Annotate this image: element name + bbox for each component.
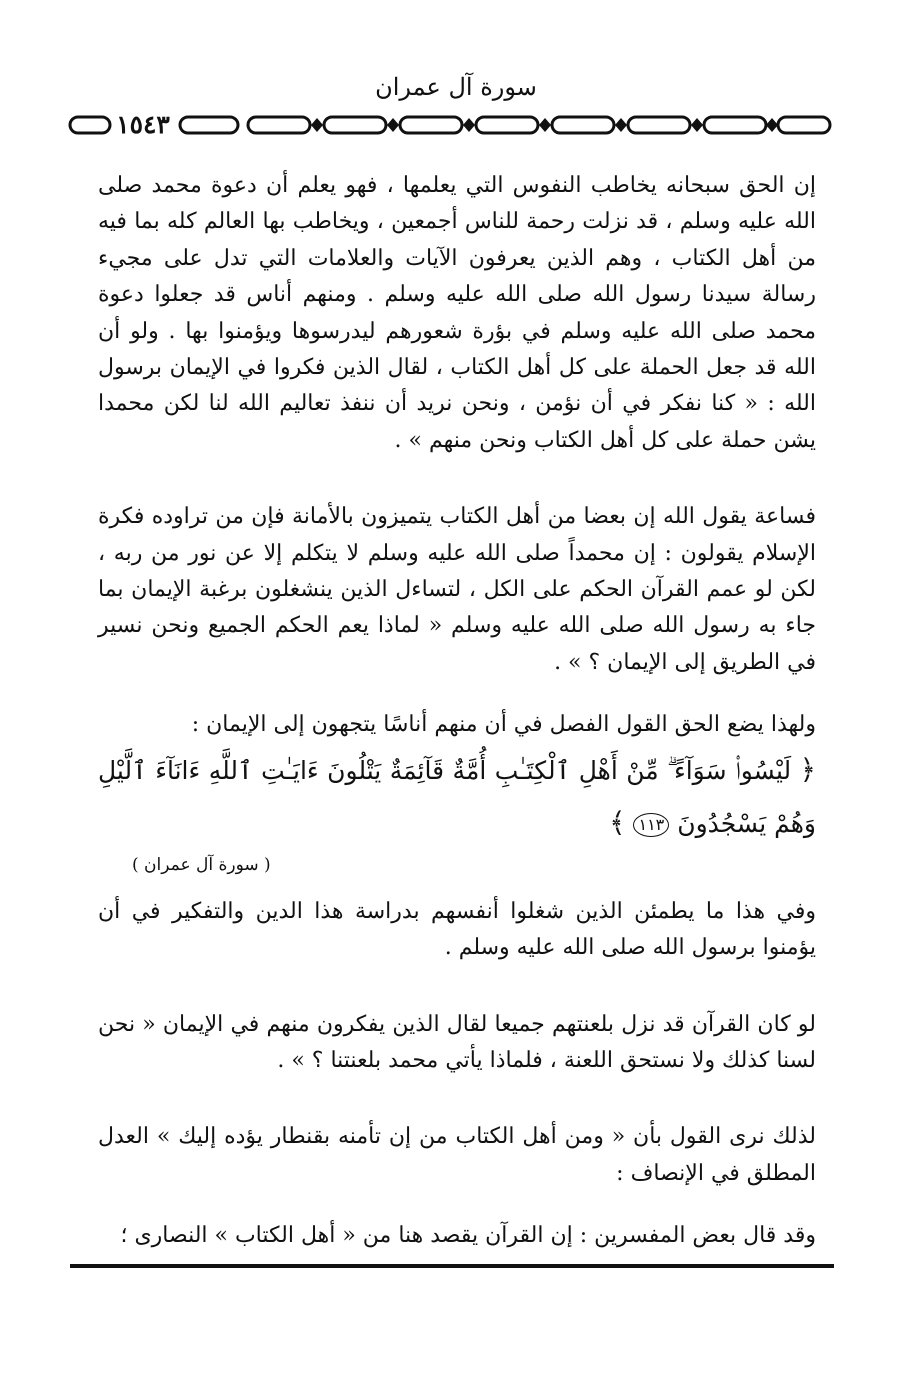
paragraph-7: وقد قال بعض المفسرين : إن القرآن يقصد هنا من « أهل الكتاب » النصارى ؛ <box>120 1223 816 1249</box>
paragraph-4: وفي هذا ما يطمئن الذين شغلوا أنفسهم بدراسة هذا الدين والتفكير في أن يؤمنوا برسول الله صلى الله عليه وسلم . <box>98 898 816 961</box>
paragraph-6: لذلك نرى القول بأن « ومن أهل الكتاب من إن تأمنه بقنطار يؤده إليك » العدل المطلق في الإنصاف : <box>98 1124 816 1186</box>
page-body <box>98 168 816 1255</box>
quran-close-bracket: ﴾ <box>609 805 626 839</box>
surah-reference: ( سورة آل عمران ) <box>132 854 271 875</box>
quran-open-bracket: ﴿ <box>799 752 816 786</box>
quran-verse-text: لَيْسُوا۟ سَوَآءً ۗ مِّنْ أَهْلِ ٱلْكِتَـٰبِ أُمَّةٌ قَآئِمَةٌ يَتْلُونَ ءَايَـٰتِ ٱللَّهِ ءَانَآءَ ٱلَّيْلِ وَهُمْ يَسْجُدُونَ <box>98 755 816 838</box>
bottom-rule <box>70 1264 834 1268</box>
paragraph-3: ولهذا يضع الحق القول الفصل في أن منهم أناسًا يتجهون إلى الإيمان : <box>191 712 816 738</box>
ayah-number: ١١٣ <box>633 813 669 837</box>
paragraph-5: لو كان القرآن قد نزل بلعنتهم جميعا لقال الذين يفكرون منهم في الإيمان « نحن لسنا كذلك ولا نستحق اللعنة ، فلماذا يأتي محمد بلعنتنا ؟ » . <box>98 1011 816 1073</box>
paragraph-2: فساعة يقول الله إن بعضا من أهل الكتاب يتميزون بالأمانة فإن من تراوده فكرة الإسلام يقولون : إن محمداً صلى الله عليه وسلم لا يتكلم إلا عن نور من ربه ، لكن لو عمم القرآن الحكم على الكل ، لتساءل الذين ينشغلون برغبة الإيمان بما جاء به رسول الله صلى الله عليه وسلم « لماذا يعم الحكم الجميع ونحن نسير في الطريق إلى الإيمان ؟ » . <box>98 504 816 675</box>
ornament-border <box>68 110 832 140</box>
paragraph-1: إن الحق سبحانه يخاطب النفوس التي يعلمها ، فهو يعلم أن دعوة محمد صلى الله عليه وسلم ، قد نزلت رحمة للناس أجمعين ، ويخاطب بها العالم كله بما فيه من أهل الكتاب ، وهم الذين يعرفون الآيات والعلامات التي تدل على مجيء رسالة سيدنا رسول الله صلى الله عليه وسلم . ومنهم أناس قد جعلوا دعوة محمد صلى الله عليه وسلم في بؤرة شعورهم ليدرسوها ويؤمنوا بها . ولو أن الله قد جعل الحملة على كل أهل الكتاب ، لقال الذين فكروا في الإيمان برسول الله : « كنا نفكر في أن نؤمن ، ونحن نريد أن ننفذ تعاليم الله لنا لكن محمدا يشن حملة على كل أهل الكتاب ونحن منهم » . <box>98 173 816 453</box>
quran-verse <box>98 744 816 850</box>
surah-title: سورة آل عمران <box>375 73 537 101</box>
page-number: ١٥٤٣ <box>112 110 174 140</box>
